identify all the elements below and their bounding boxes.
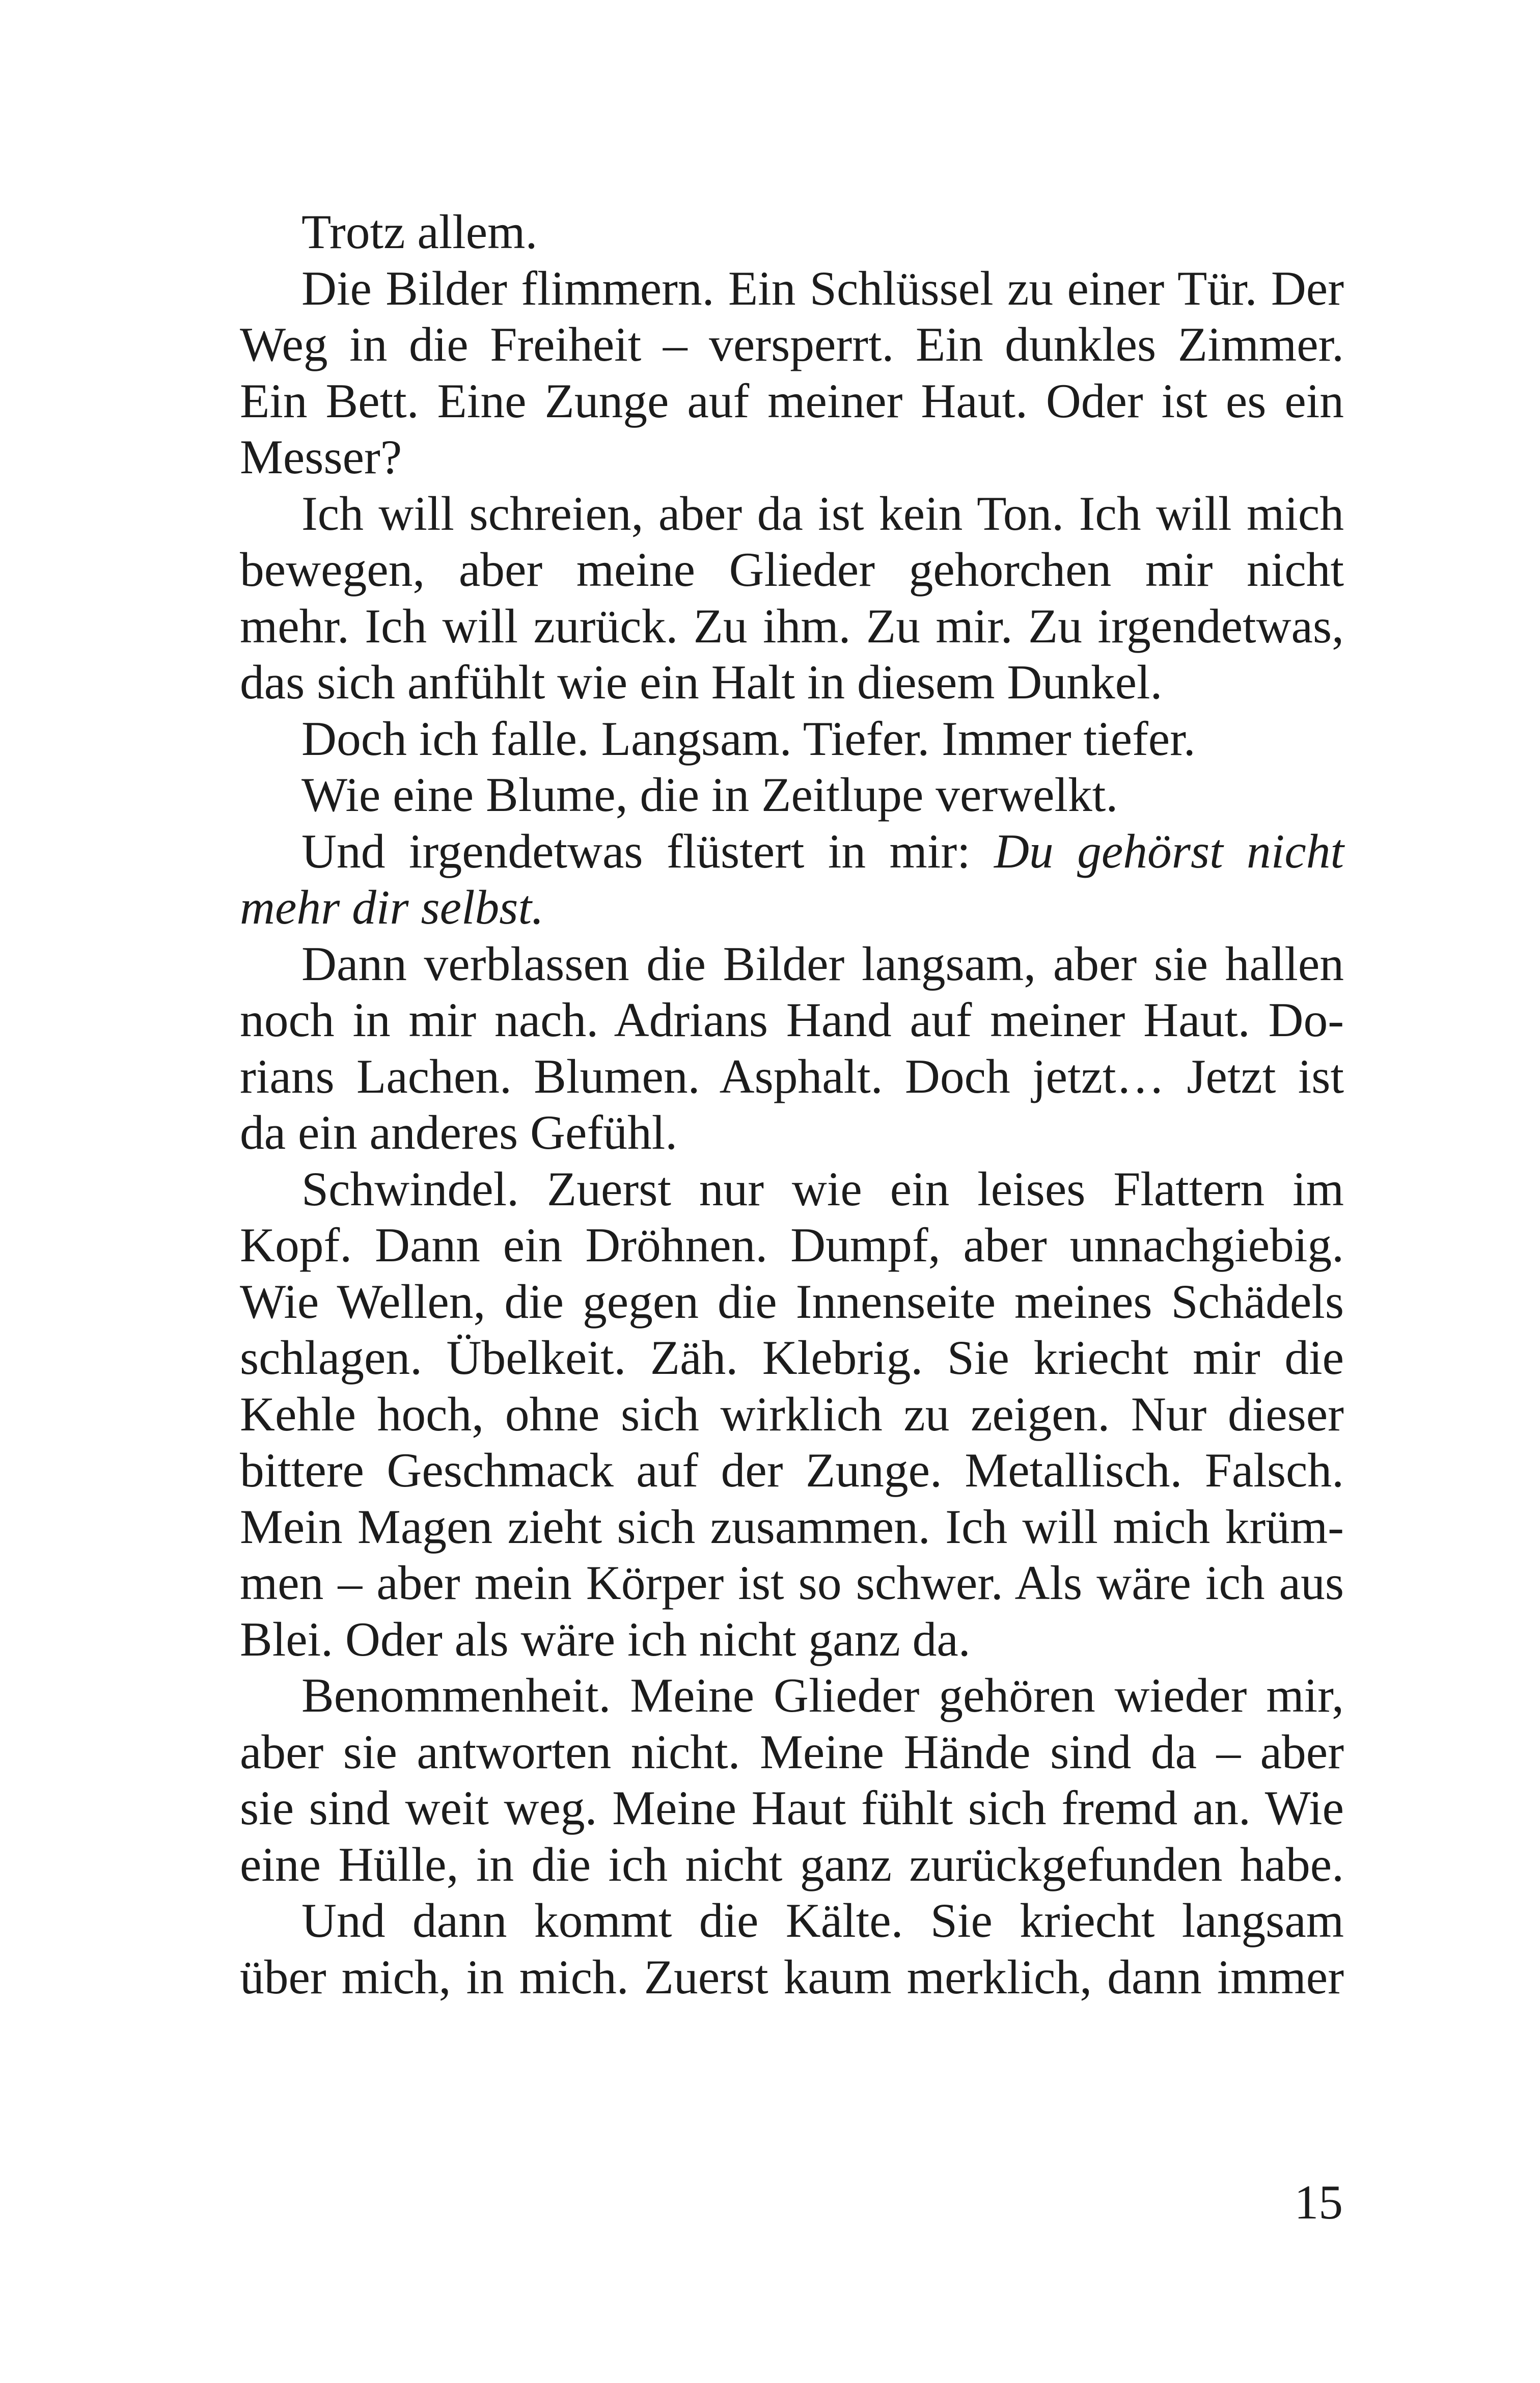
line-text: Schwindel. Zuerst nur wie ein leises Flattern im xyxy=(301,1161,1344,1216)
line-text: Kopf. Dann ein Dröhnen. Dumpf, aber unnachgiebig. xyxy=(240,1218,1344,1272)
text-line xyxy=(240,1611,1344,1668)
text-line xyxy=(240,1104,1344,1161)
line-text: Doch ich falle. Langsam. Tiefer. Immer tiefer. xyxy=(301,711,1196,766)
line-text: eine Hülle, in die ich nicht ganz zurückgefunden habe. xyxy=(240,1837,1344,1891)
line-text: aber sie antworten nicht. Meine Hände sind da – aber xyxy=(240,1724,1344,1779)
line-text: Wie eine Blume, die in Zeitlupe verwelkt. xyxy=(301,768,1118,822)
line-text: Trotz allem. xyxy=(301,205,538,259)
line-text: Dann verblassen die Bilder langsam, aber sie hallen xyxy=(301,936,1344,991)
italic-text: Du gehörst nicht xyxy=(994,824,1344,878)
line-text: Und dann kommt die Kälte. Sie kriecht langsam xyxy=(301,1893,1344,1947)
text-line xyxy=(240,373,1344,429)
text-line xyxy=(240,992,1344,1048)
paragraph xyxy=(240,936,1344,1161)
text-line xyxy=(240,1892,1344,1949)
text-line xyxy=(240,1724,1344,1780)
text-line xyxy=(240,1499,1344,1555)
text-line xyxy=(240,1442,1344,1499)
text-line xyxy=(240,1161,1344,1217)
line-text: Messer? xyxy=(240,430,402,484)
text-line xyxy=(240,1949,1344,2006)
text-line xyxy=(240,1274,1344,1330)
line-text: da ein anderes Gefühl. xyxy=(240,1105,678,1159)
text-line xyxy=(240,1048,1344,1105)
line-text: bewegen, aber meine Glieder gehorchen mir nicht xyxy=(240,543,1344,597)
line-text: das sich anfühlt wie ein Halt in diesem Dunkel. xyxy=(240,655,1163,709)
line-text: Die Bilder flimmern. Ein Schlüssel zu einer Tür. Der xyxy=(301,261,1344,315)
paragraph xyxy=(240,260,1344,485)
line-text: mehr. Ich will zurück. Zu ihm. Zu mir. Zu irgendetwas, xyxy=(240,599,1344,653)
text-line xyxy=(240,1217,1344,1274)
line-text: men – aber mein Körper ist so schwer. Als wäre ich aus xyxy=(240,1556,1344,1610)
text-line xyxy=(240,1555,1344,1611)
italic-text: mehr dir selbst. xyxy=(240,880,544,934)
line-text: Wie Wellen, die gegen die Innenseite meines Schädels xyxy=(240,1274,1344,1329)
line-text: rians Lachen. Blumen. Asphalt. Doch jetzt… Jetzt ist xyxy=(240,1049,1344,1103)
line-text: bittere Geschmack auf der Zunge. Metallisch. Falsch. xyxy=(240,1443,1344,1497)
text-line xyxy=(240,823,1344,880)
line-text: Weg in die Freiheit – versperrt. Ein dunkles Zimmer. xyxy=(240,317,1344,371)
text-line xyxy=(240,429,1344,485)
text-line xyxy=(240,879,1344,936)
text-line xyxy=(240,767,1344,823)
paragraph xyxy=(240,204,1344,260)
line-text: Benommenheit. Meine Glieder gehören wieder mir, xyxy=(301,1668,1344,1722)
paragraph xyxy=(240,485,1344,711)
line-text: sie sind weit weg. Meine Haut fühlt sich fremd an. Wie xyxy=(240,1781,1344,1835)
line-text: Mein Magen zieht sich zusammen. Ich will mich krüm- xyxy=(240,1499,1344,1554)
line-text: Ein Bett. Eine Zunge auf meiner Haut. Oder ist es ein xyxy=(240,373,1344,428)
paragraph xyxy=(240,823,1344,936)
text-line xyxy=(240,654,1344,711)
paragraph xyxy=(240,1892,1344,2005)
text-line xyxy=(240,204,1344,260)
paragraph xyxy=(240,767,1344,823)
line-text: Blei. Oder als wäre ich nicht ganz da. xyxy=(240,1612,971,1666)
text-line xyxy=(240,936,1344,992)
text-line xyxy=(240,711,1344,767)
text-line xyxy=(240,485,1344,542)
line-text: Kehle hoch, ohne sich wirklich zu zeigen. Nur dieser xyxy=(240,1387,1344,1441)
text-line xyxy=(240,1836,1344,1893)
text-line xyxy=(240,316,1344,373)
body-text xyxy=(240,204,1344,2005)
text-line xyxy=(240,260,1344,317)
line-text: noch in mir nach. Adrians Hand auf meiner Haut. Do- xyxy=(240,993,1344,1047)
text-line xyxy=(240,1330,1344,1386)
page-number: 15 xyxy=(1294,2175,1343,2229)
text-line xyxy=(240,1386,1344,1443)
line-text: schlagen. Übelkeit. Zäh. Klebrig. Sie kriecht mir die xyxy=(240,1331,1344,1385)
text-line xyxy=(240,598,1344,655)
text-line xyxy=(240,541,1344,598)
paragraph xyxy=(240,711,1344,767)
paragraph xyxy=(240,1667,1344,1892)
text-line xyxy=(240,1667,1344,1724)
paragraph xyxy=(240,1161,1344,1668)
line-text: Ich will schreien, aber da ist kein Ton. Ich will mich xyxy=(301,486,1344,540)
line-text: Und irgendetwas flüstert in mir: xyxy=(301,824,995,878)
text-line xyxy=(240,1780,1344,1836)
line-text: über mich, in mich. Zuerst kaum merklich, dann immer xyxy=(240,1949,1344,2004)
